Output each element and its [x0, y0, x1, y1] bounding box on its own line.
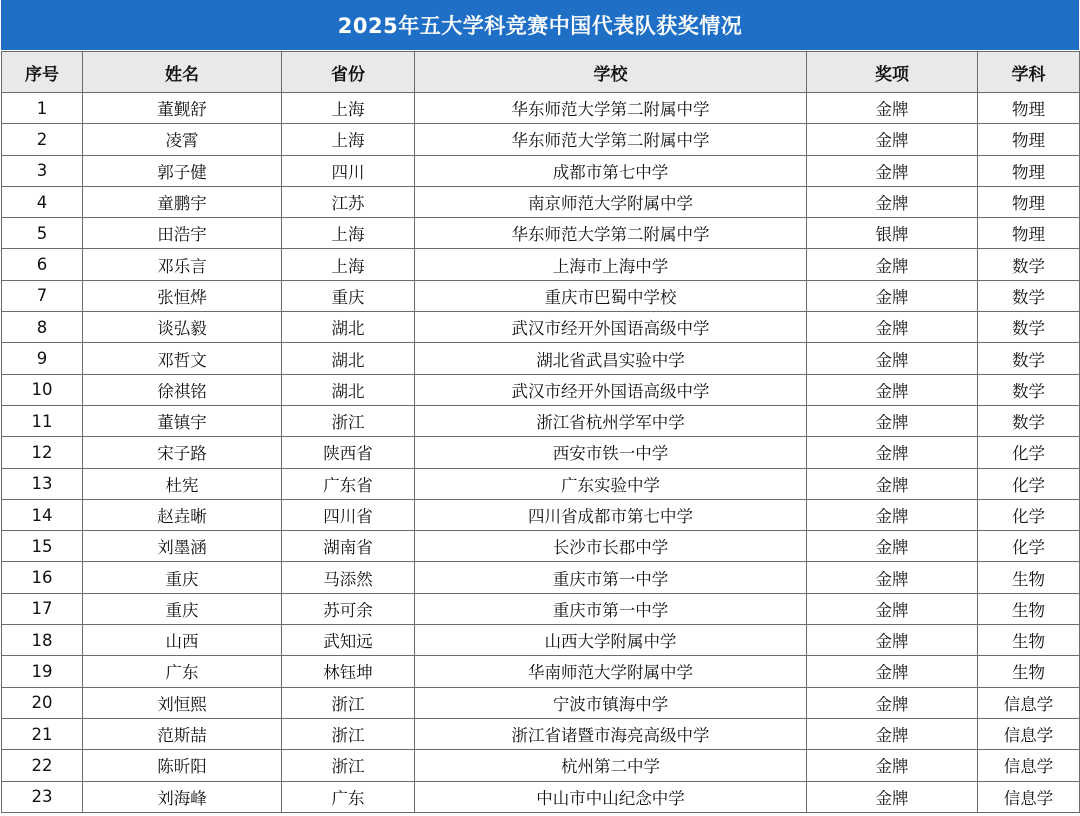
cell-school: 华东师范大学第二附属中学 — [415, 124, 807, 155]
cell-award: 金牌 — [807, 186, 978, 217]
cell-index: 10 — [2, 374, 83, 405]
cell-school: 广东实验中学 — [415, 468, 807, 499]
cell-name: 徐祺铭 — [83, 374, 282, 405]
cell-award: 金牌 — [807, 562, 978, 593]
cell-index: 1 — [2, 93, 83, 124]
table-row — [2, 437, 1080, 468]
table-row — [2, 531, 1080, 562]
cell-subject: 物理 — [978, 186, 1080, 217]
cell-name: 邓乐言 — [83, 249, 282, 280]
cell-name: 凌霄 — [83, 124, 282, 155]
cell-name: 郭子健 — [83, 155, 282, 186]
cell-index: 2 — [2, 124, 83, 155]
cell-subject: 数学 — [978, 405, 1080, 436]
table-row — [2, 656, 1080, 687]
cell-name: 刘墨涵 — [83, 531, 282, 562]
cell-award: 金牌 — [807, 625, 978, 656]
cell-name: 刘海峰 — [83, 781, 282, 812]
cell-subject: 数学 — [978, 343, 1080, 374]
table-row — [2, 718, 1080, 749]
cell-name: 董觐舒 — [83, 93, 282, 124]
cell-award: 金牌 — [807, 405, 978, 436]
cell-school: 华东师范大学第二附属中学 — [415, 218, 807, 249]
cell-award: 金牌 — [807, 781, 978, 812]
awards-table — [1, 51, 1080, 813]
cell-school: 重庆市第一中学 — [415, 593, 807, 624]
cell-province: 四川 — [282, 155, 415, 186]
cell-province: 上海 — [282, 249, 415, 280]
cell-award: 金牌 — [807, 687, 978, 718]
cell-school: 西安市铁一中学 — [415, 437, 807, 468]
table-row — [2, 186, 1080, 217]
cell-subject: 物理 — [978, 155, 1080, 186]
cell-name: 重庆 — [83, 593, 282, 624]
cell-name: 刘恒熙 — [83, 687, 282, 718]
cell-award: 金牌 — [807, 531, 978, 562]
cell-subject: 生物 — [978, 593, 1080, 624]
cell-subject: 物理 — [978, 218, 1080, 249]
table-row — [2, 312, 1080, 343]
cell-award: 金牌 — [807, 437, 978, 468]
cell-province: 上海 — [282, 93, 415, 124]
cell-school: 华东师范大学第二附属中学 — [415, 93, 807, 124]
cell-province: 陕西省 — [282, 437, 415, 468]
table-row — [2, 218, 1080, 249]
header-index: 序号 — [2, 52, 83, 93]
cell-subject: 数学 — [978, 312, 1080, 343]
cell-subject: 生物 — [978, 656, 1080, 687]
header-subject: 学科 — [978, 52, 1080, 93]
table-row — [2, 593, 1080, 624]
cell-name: 邓哲文 — [83, 343, 282, 374]
cell-school: 华南师范大学附属中学 — [415, 656, 807, 687]
cell-school: 四川省成都市第七中学 — [415, 499, 807, 530]
cell-award: 金牌 — [807, 155, 978, 186]
cell-province: 武知远 — [282, 625, 415, 656]
cell-school: 成都市第七中学 — [415, 155, 807, 186]
cell-subject: 物理 — [978, 124, 1080, 155]
cell-school: 长沙市长郡中学 — [415, 531, 807, 562]
cell-subject: 生物 — [978, 625, 1080, 656]
cell-award: 金牌 — [807, 343, 978, 374]
cell-name: 重庆 — [83, 562, 282, 593]
cell-subject: 数学 — [978, 374, 1080, 405]
cell-province: 马添然 — [282, 562, 415, 593]
cell-province: 林钰坤 — [282, 656, 415, 687]
cell-index: 15 — [2, 531, 83, 562]
cell-province: 重庆 — [282, 280, 415, 311]
cell-index: 3 — [2, 155, 83, 186]
table-row — [2, 249, 1080, 280]
cell-subject: 信息学 — [978, 718, 1080, 749]
cell-index: 20 — [2, 687, 83, 718]
cell-school: 杭州第二中学 — [415, 750, 807, 781]
cell-province: 湖北 — [282, 374, 415, 405]
table-row — [2, 625, 1080, 656]
cell-province: 广东 — [282, 781, 415, 812]
cell-province: 浙江 — [282, 750, 415, 781]
cell-subject: 化学 — [978, 437, 1080, 468]
table-row — [2, 781, 1080, 812]
cell-subject: 数学 — [978, 249, 1080, 280]
table-row — [2, 750, 1080, 781]
cell-name: 童鹏宇 — [83, 186, 282, 217]
cell-subject: 信息学 — [978, 781, 1080, 812]
cell-index: 8 — [2, 312, 83, 343]
cell-school: 浙江省杭州学军中学 — [415, 405, 807, 436]
cell-school: 宁波市镇海中学 — [415, 687, 807, 718]
table-title: 2025年五大学科竞赛中国代表队获奖情况 — [1, 0, 1079, 50]
cell-subject: 化学 — [978, 468, 1080, 499]
cell-name: 谈弘毅 — [83, 312, 282, 343]
cell-subject: 数学 — [978, 280, 1080, 311]
cell-index: 6 — [2, 249, 83, 280]
cell-index: 11 — [2, 405, 83, 436]
cell-school: 湖北省武昌实验中学 — [415, 343, 807, 374]
cell-name: 赵垚晰 — [83, 499, 282, 530]
cell-province: 广东省 — [282, 468, 415, 499]
cell-province: 四川省 — [282, 499, 415, 530]
cell-subject: 信息学 — [978, 687, 1080, 718]
cell-name: 山西 — [83, 625, 282, 656]
cell-index: 17 — [2, 593, 83, 624]
cell-index: 23 — [2, 781, 83, 812]
header-row — [2, 52, 1080, 93]
cell-province: 浙江 — [282, 687, 415, 718]
cell-award: 金牌 — [807, 718, 978, 749]
cell-index: 12 — [2, 437, 83, 468]
cell-award: 金牌 — [807, 593, 978, 624]
cell-subject: 化学 — [978, 499, 1080, 530]
cell-name: 杜宪 — [83, 468, 282, 499]
cell-award: 金牌 — [807, 124, 978, 155]
table-row — [2, 343, 1080, 374]
header-school: 学校 — [415, 52, 807, 93]
cell-province: 上海 — [282, 218, 415, 249]
table-row — [2, 124, 1080, 155]
cell-name: 陈昕阳 — [83, 750, 282, 781]
header-province: 省份 — [282, 52, 415, 93]
cell-award: 金牌 — [807, 249, 978, 280]
cell-index: 13 — [2, 468, 83, 499]
cell-award: 金牌 — [807, 280, 978, 311]
table-row — [2, 468, 1080, 499]
cell-award: 金牌 — [807, 468, 978, 499]
cell-index: 5 — [2, 218, 83, 249]
cell-school: 武汉市经开外国语高级中学 — [415, 312, 807, 343]
table-row — [2, 405, 1080, 436]
cell-name: 宋子路 — [83, 437, 282, 468]
table-row — [2, 155, 1080, 186]
table-row — [2, 562, 1080, 593]
header-name: 姓名 — [83, 52, 282, 93]
cell-province: 上海 — [282, 124, 415, 155]
cell-index: 18 — [2, 625, 83, 656]
cell-province: 江苏 — [282, 186, 415, 217]
cell-index: 21 — [2, 718, 83, 749]
cell-province: 苏可余 — [282, 593, 415, 624]
header-award: 奖项 — [807, 52, 978, 93]
cell-award: 金牌 — [807, 312, 978, 343]
table-row — [2, 499, 1080, 530]
cell-school: 中山市中山纪念中学 — [415, 781, 807, 812]
cell-subject: 信息学 — [978, 750, 1080, 781]
cell-school: 重庆市第一中学 — [415, 562, 807, 593]
cell-province: 浙江 — [282, 405, 415, 436]
cell-school: 浙江省诸暨市海亮高级中学 — [415, 718, 807, 749]
cell-award: 金牌 — [807, 499, 978, 530]
cell-name: 广东 — [83, 656, 282, 687]
cell-award: 银牌 — [807, 218, 978, 249]
cell-name: 张恒烨 — [83, 280, 282, 311]
cell-province: 湖南省 — [282, 531, 415, 562]
cell-award: 金牌 — [807, 750, 978, 781]
cell-school: 南京师范大学附属中学 — [415, 186, 807, 217]
cell-province: 湖北 — [282, 312, 415, 343]
table-row — [2, 280, 1080, 311]
cell-subject: 物理 — [978, 93, 1080, 124]
cell-school: 重庆市巴蜀中学校 — [415, 280, 807, 311]
cell-index: 16 — [2, 562, 83, 593]
cell-award: 金牌 — [807, 656, 978, 687]
cell-index: 19 — [2, 656, 83, 687]
table-body — [2, 93, 1080, 813]
cell-school: 上海市上海中学 — [415, 249, 807, 280]
cell-index: 9 — [2, 343, 83, 374]
cell-award: 金牌 — [807, 93, 978, 124]
cell-province: 浙江 — [282, 718, 415, 749]
cell-school: 武汉市经开外国语高级中学 — [415, 374, 807, 405]
table-row — [2, 687, 1080, 718]
cell-subject: 生物 — [978, 562, 1080, 593]
cell-subject: 化学 — [978, 531, 1080, 562]
cell-name: 董镇宇 — [83, 405, 282, 436]
cell-name: 范斯喆 — [83, 718, 282, 749]
cell-index: 7 — [2, 280, 83, 311]
cell-name: 田浩宇 — [83, 218, 282, 249]
cell-award: 金牌 — [807, 374, 978, 405]
cell-province: 湖北 — [282, 343, 415, 374]
cell-index: 4 — [2, 186, 83, 217]
cell-index: 14 — [2, 499, 83, 530]
table-header — [2, 52, 1080, 93]
table-row — [2, 374, 1080, 405]
results-sheet — [1, 0, 1079, 816]
cell-school: 山西大学附属中学 — [415, 625, 807, 656]
cell-index: 22 — [2, 750, 83, 781]
table-row — [2, 93, 1080, 124]
